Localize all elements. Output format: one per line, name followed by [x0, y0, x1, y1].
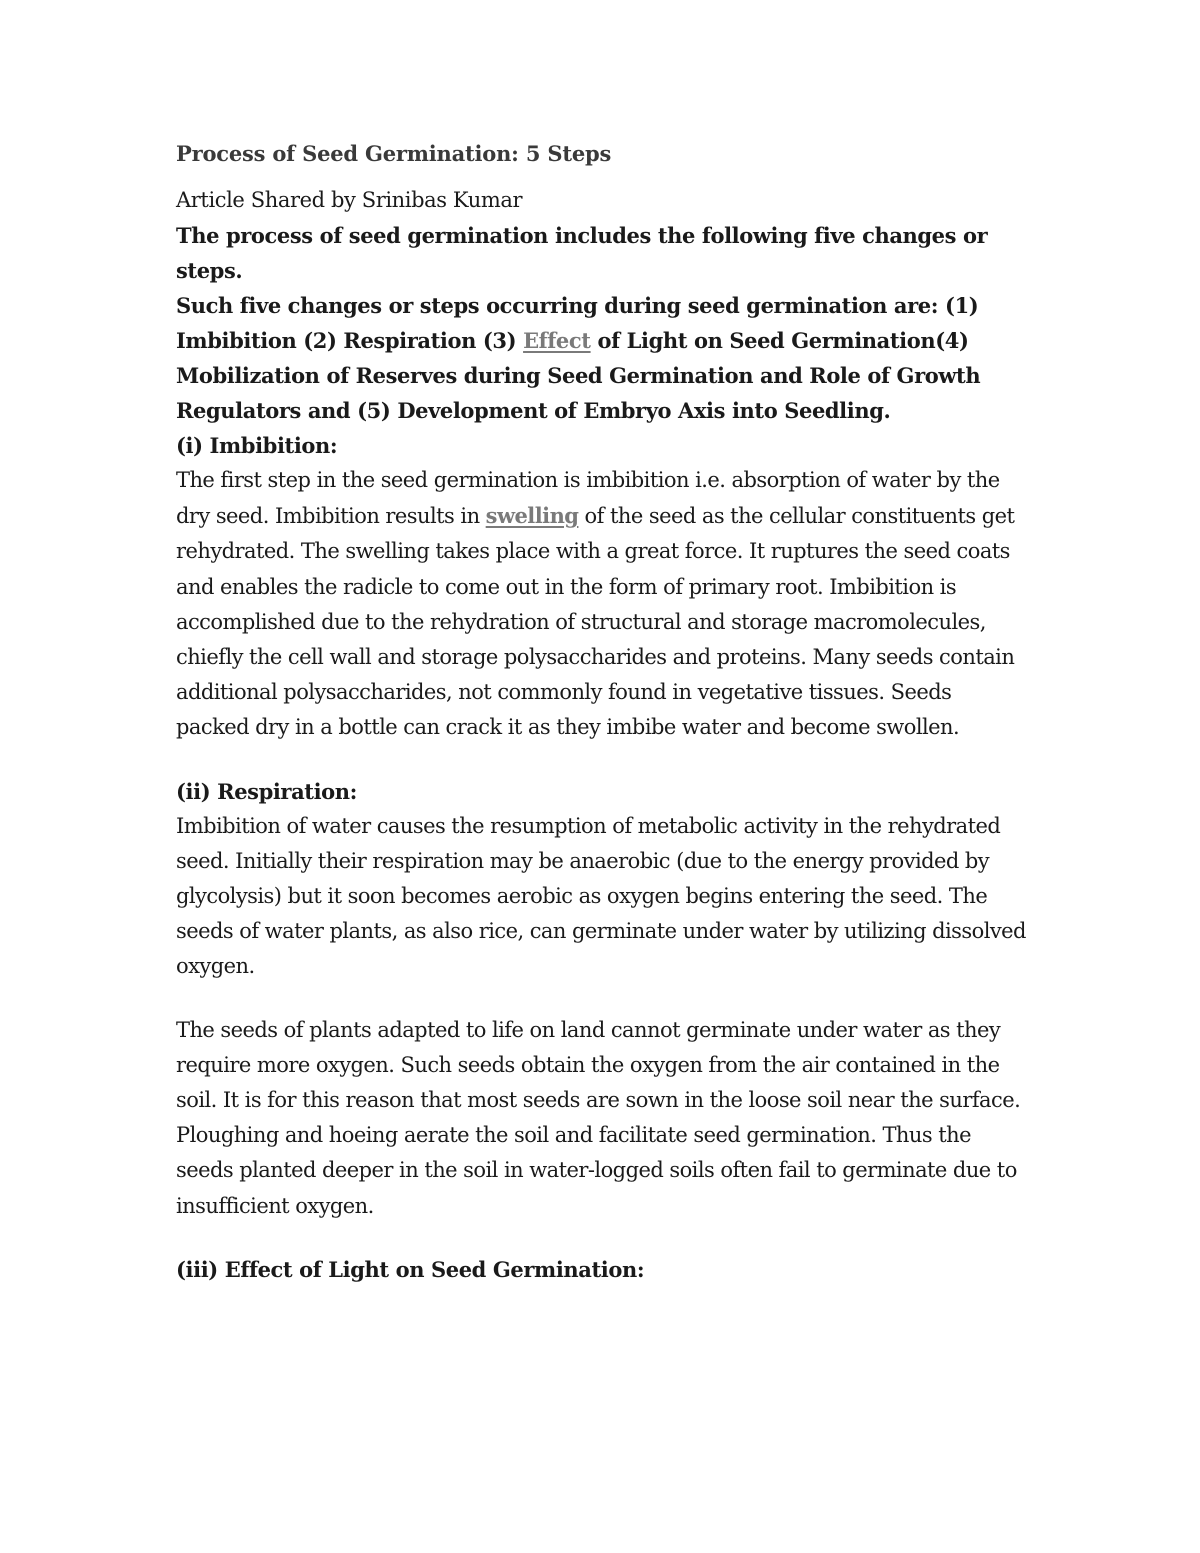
imbibition-text-start: The first step in the seed germination is imbibition i.e. absorption of water by the dry seed. Imbibition results in [176, 468, 1000, 529]
respiration-heading: (ii) Respiration: [176, 778, 358, 804]
swelling-link[interactable]: swelling [485, 503, 579, 529]
steps-summary-text-start: Such five changes or steps occurring during seed germination are: (1) Imbibition (2) Respiration (3) [176, 293, 979, 353]
respiration-paragraph-1: Imbibition of water causes the resumption of metabolic activity in the rehydrated seed. Initially their respiration may be anaerobic (due to the energy provided by glycolysis) but it soon becomes aerobic as oxygen begins entering the seed. The seeds of water plants, as also rice, can germinate under water by utilizing dissolved oxygen. [176, 813, 1026, 979]
imbibition-heading: (i) Imbibition: [176, 433, 338, 458]
imbibition-text-end: of the seed as the cellular constituents get rehydrated. The swelling takes place with a great force. It ruptures the seed coats and enables the radicle to come out in the form of primary root. Imbibition is accomplished due to the rehydration of structural and storage macromolecules, chiefly the cell wall and storage polysaccharides and proteins. Many seeds contain additional polysaccharides, not commonly found in vegetative tissues. Seeds packed dry in a bottle can crack it as they imbibe water and become swollen. [176, 504, 1015, 740]
steps-summary-text-end: of Light on Seed Germination(4) Mobilization of Reserves during Seed Germination and Role of Growth Regulators and (5) Development of Embryo Axis into Seedling. [176, 328, 981, 423]
light-effect-heading: (iii) Effect of Light on Seed Germination: [176, 1256, 645, 1282]
intro-paragraph: The process of seed germination includes the following five changes or steps. [176, 223, 988, 283]
document-page [176, 136, 1026, 1287]
effect-link[interactable]: Effect [523, 328, 591, 353]
steps-summary-paragraph [176, 288, 1026, 428]
respiration-paragraph-2: The seeds of plants adapted to life on land cannot germinate under water as they require more oxygen. Such seeds obtain the oxygen from the air contained in the soil. It is for this reason that most seeds are sown in the loose soil near the surface. Ploughing and hoeing aerate the soil and facilitate seed germination. Thus the seeds planted deeper in the soil in water-logged soils often fail to germinate due to insufficient oxygen. [176, 1017, 1021, 1218]
article-title: Process of Seed Germination: 5 Steps [176, 141, 612, 166]
imbibition-paragraph [176, 463, 1026, 746]
article-byline: Article Shared by Srinibas Kumar [176, 188, 523, 212]
